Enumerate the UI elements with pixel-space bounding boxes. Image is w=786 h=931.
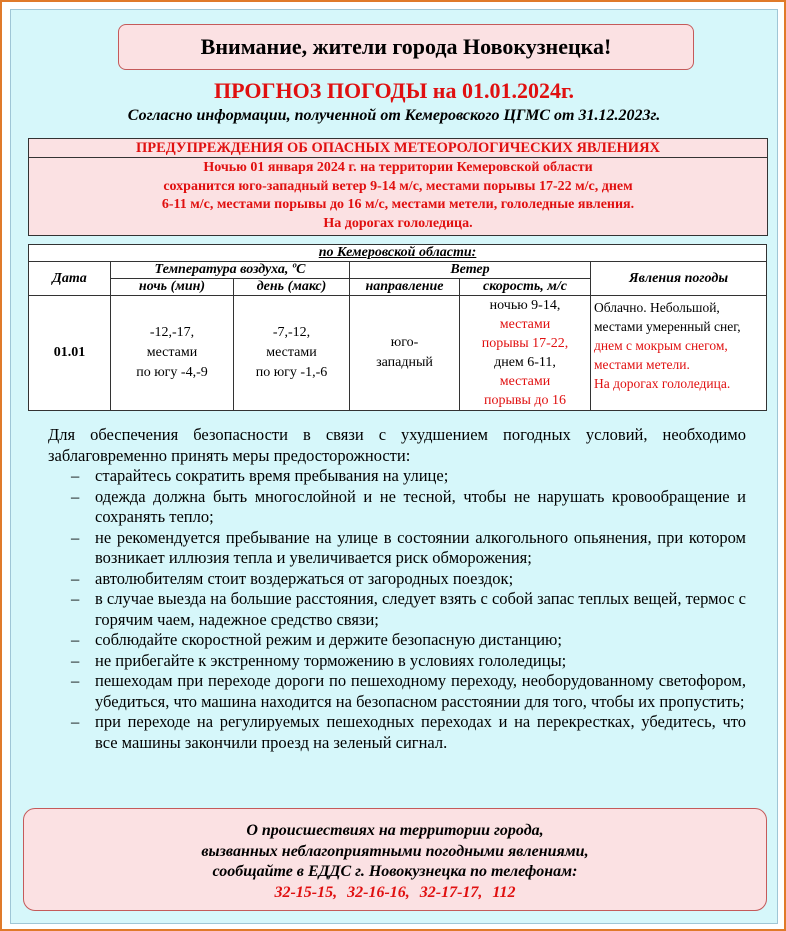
advice-item-text: старайтесь сократить время пребывания на улице; (95, 466, 449, 485)
warning-body (29, 158, 767, 233)
dash-marker: – (71, 527, 80, 547)
warning-line: 6-11 м/с, местами порывы до 16 м/с, местами метели, гололедные явления. (161, 197, 635, 212)
forecast-source: Согласно информации, полученной от Кемеровского ЦГМС от 31.12.2023г. (127, 107, 661, 124)
list-item (48, 487, 746, 528)
contact-line: вызванных неблагоприятными погодными явлениями, (201, 842, 589, 860)
attention-banner (118, 24, 694, 70)
contact-line: О происшествиях на территории города, (246, 822, 544, 839)
night-line: по югу -4,-9 (136, 365, 208, 380)
dash-marker: – (71, 466, 80, 485)
phenomena-road: На дорогах гололедица. (594, 376, 731, 391)
region-header: по Кемеровской области: (29, 245, 767, 262)
col-day-header: день (макс) (234, 279, 350, 296)
day-line: -7,-12, (272, 325, 311, 340)
cell-wind-speed (460, 296, 591, 411)
advice-item-text: пешеходам при переходе дороги по пешеходному переходу, необорудованному светофором, убедиться, что машина находится на безопасном расстоянии для того, чтобы их пропустить; (95, 671, 746, 711)
attention-text: Внимание, жители города Новокузнецка! (200, 34, 612, 59)
list-item (48, 712, 746, 753)
night-line: -12,-17, (149, 325, 195, 340)
contact-line: сообщайте в ЕДДС г. Новокузнецка по телефонам: (212, 863, 578, 880)
direction-line: западный (376, 355, 433, 370)
advice-item-text: в случае выезда на большие расстояния, следует взять с собой запас теплых вещей, термос с горячим чаем, надежное средство связи; (95, 589, 746, 629)
warning-heading: ПРЕДУПРЕЖДЕНИЯ ОБ ОПАСНЫХ МЕТЕОРОЛОГИЧЕСКИХ ЯВЛЕНИЯХ (29, 139, 767, 158)
advice-intro: Для обеспечения безопасности в связи с ухудшением погодных условий, необходимо заблаговременно принять меры предосторожности: (48, 425, 746, 465)
dash-marker: – (71, 630, 80, 649)
phenomena-text: Облачно. Небольшой, местами умеренный снег, (594, 300, 741, 334)
emergency-phone-numbers: 32-15-15, 32-16-16, 32-17-17, 112 (274, 883, 516, 901)
list-item (48, 528, 746, 569)
list-item (48, 569, 746, 590)
speed-night-gusts: порывы 17-22, (481, 336, 569, 351)
cell-phenomena (591, 296, 767, 411)
speed-night-gusts: местами (499, 317, 551, 332)
speed-day: днем 6-11, (494, 355, 556, 370)
col-speed-header: скорость, м/с (460, 279, 591, 296)
phenomena-warning: днем с мокрым снегом, местами метели. (594, 338, 728, 372)
speed-night: ночью 9-14, (489, 298, 561, 313)
advice-item-text: автолюбителям стоит воздержаться от загородных поездок; (95, 568, 514, 588)
cell-night-temp (111, 296, 234, 411)
list-item (48, 651, 746, 672)
day-line: по югу -1,-6 (255, 365, 328, 380)
forecast-title: ПРОГНОЗ ПОГОДЫ на 01.01.2024г. (214, 78, 574, 103)
table-row (29, 296, 767, 411)
col-direction-header: направление (350, 279, 460, 296)
safety-advice (48, 425, 746, 753)
day-line: местами (266, 345, 317, 360)
advice-item-text: при переходе на регулируемых пешеходных переходах и на перекрестках, убедитесь, что все машины закончили проезд на зеленый сигнал. (95, 712, 746, 752)
list-item (48, 466, 746, 487)
hazard-warning-box (28, 138, 768, 236)
dash-marker: – (71, 589, 80, 608)
forecast-table (28, 244, 767, 411)
cell-wind-direction (350, 296, 460, 411)
direction-line: юго- (390, 335, 419, 350)
dash-marker: – (71, 712, 80, 731)
advice-item-text: не рекомендуется пребывание на улице в состоянии алкогольного опьянения, при котором возникает иллюзия тепла и увеличивается риск обморожения; (95, 527, 746, 567)
speed-day-gusts: порывы до 16 (483, 393, 567, 408)
warning-line: Ночью 01 января 2024 г. на территории Кемеровской области (203, 160, 593, 175)
dash-marker: – (71, 650, 80, 670)
speed-day-gusts: местами (499, 374, 551, 389)
content-area (10, 9, 778, 924)
warning-line: сохранится юго-западный ветер 9-14 м/с, местами порывы 17-22 м/с, днем (163, 178, 633, 194)
list-item (48, 589, 746, 630)
col-date-header: Дата (29, 262, 111, 296)
advice-list (48, 466, 746, 753)
advice-item-text: не прибегайте к экстренному торможению в условиях гололедицы; (95, 650, 567, 670)
col-wind-header: Ветер (350, 262, 591, 279)
col-phenomena-header: Явления погоды (591, 262, 767, 296)
col-temperature-header: Температура воздуха, ºС (111, 262, 350, 279)
list-item (48, 630, 746, 651)
advice-item-text: одежда должна быть многослойной и не тесной, чтобы не нарушать кровообращение и сохранять тепло; (95, 486, 746, 526)
emergency-contact-box (23, 808, 767, 911)
cell-date: 01.01 (29, 296, 111, 411)
list-item (48, 671, 746, 712)
cell-day-temp (234, 296, 350, 411)
night-line: местами (146, 345, 198, 360)
dash-marker: – (71, 671, 80, 690)
dash-marker: – (71, 568, 80, 588)
dash-marker: – (71, 486, 80, 506)
col-night-header: ночь (мин) (111, 279, 234, 296)
warning-line: На дорогах гололедица. (323, 215, 473, 231)
advice-item-text: соблюдайте скоростной режим и держите безопасную дистанцию; (95, 630, 562, 649)
